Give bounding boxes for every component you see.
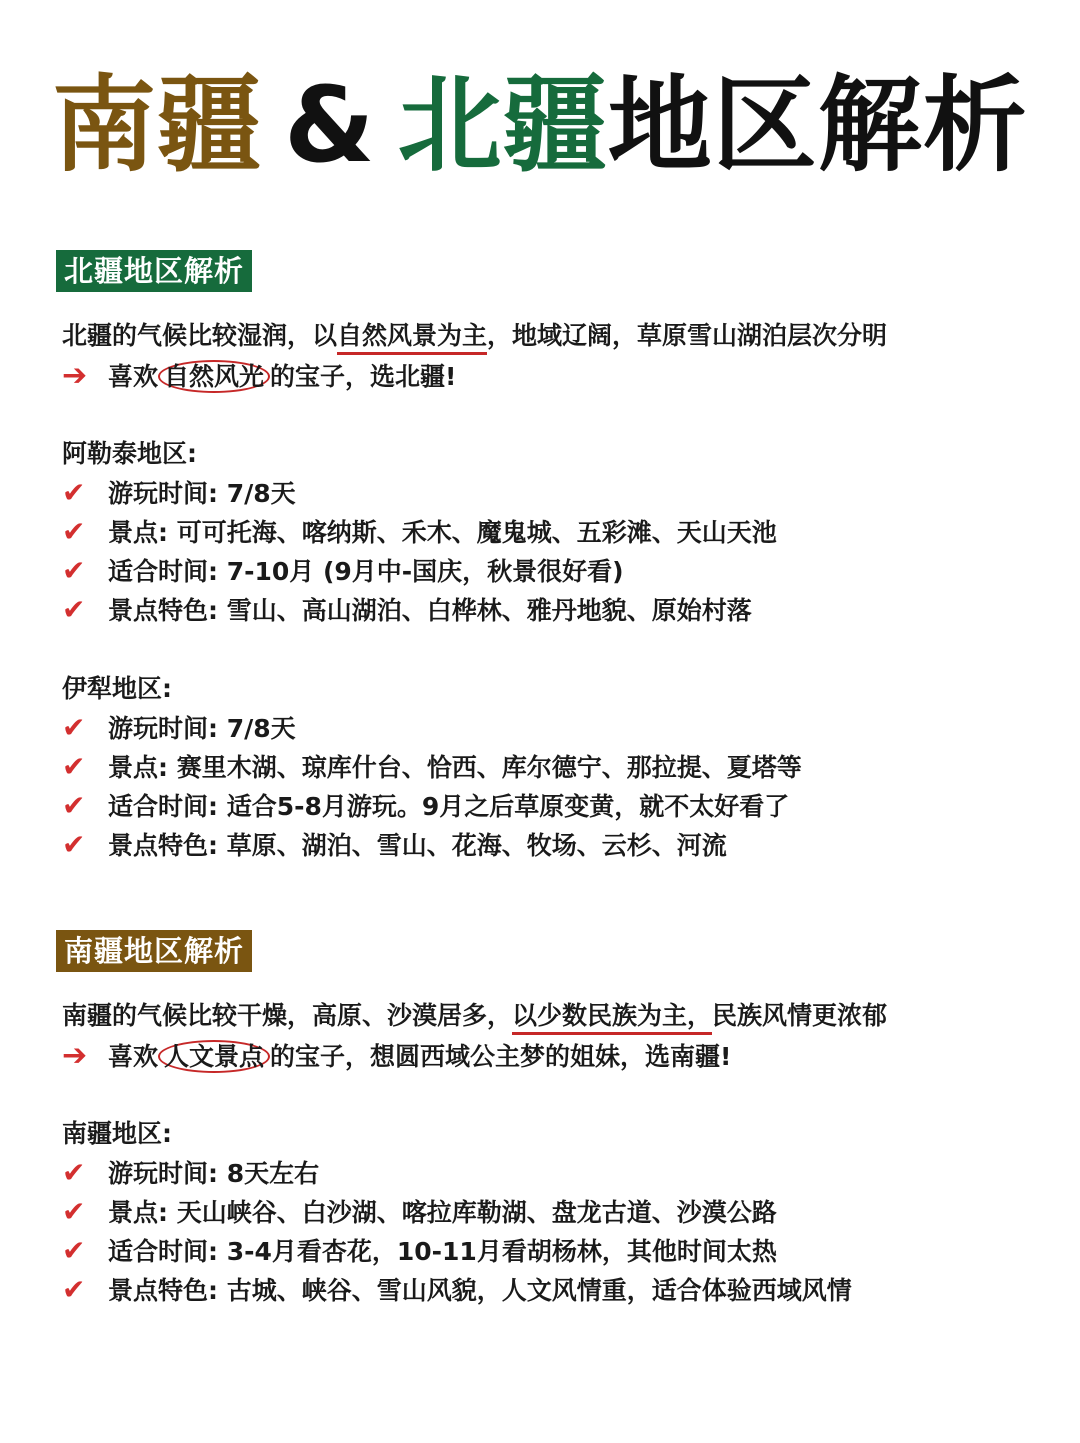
title-ampersand: & bbox=[284, 64, 376, 186]
arrow-icon: ➔ bbox=[62, 1038, 88, 1073]
title-south: 南疆 bbox=[52, 64, 263, 186]
south-advice: ➔ 喜欢 人文景点 的宝子，想圆西域公主梦的姐妹，选南疆! bbox=[62, 1038, 732, 1073]
north-intro: 北疆的气候比较湿润，以自然风景为主，地域辽阔，草原雪山湖泊层次分明 bbox=[62, 318, 887, 354]
south-intro: 南疆的气候比较干燥，高原、沙漠居多，以少数民族为主，民族风情更浓郁 bbox=[62, 998, 887, 1034]
check-icon: ✔ bbox=[62, 476, 86, 509]
check-icon: ✔ bbox=[62, 515, 86, 548]
south-advice-circled: 人文景点 bbox=[158, 1040, 270, 1073]
region-heading-ili: 伊犁地区: bbox=[62, 674, 172, 703]
check-icon: ✔ bbox=[62, 828, 86, 861]
check-icon: ✔ bbox=[62, 711, 86, 744]
region-heading-south: 南疆地区: bbox=[62, 1119, 172, 1148]
check-icon: ✔ bbox=[62, 1234, 86, 1267]
list-item: ✔ 适合时间: 适合5-8月游玩。9月之后草原变黄，就不太好看了 bbox=[62, 789, 790, 822]
north-advice: ➔ 喜欢 自然风光 的宝子，选北疆! bbox=[62, 358, 457, 393]
list-item: ✔ 景点特色: 古城、峡谷、雪山风貌，人文风情重，适合体验西域风情 bbox=[62, 1273, 852, 1306]
north-intro-highlight: 自然风景为主 bbox=[337, 321, 487, 355]
list-item: ✔ 景点: 赛里木湖、琼库什台、恰西、库尔德宁、那拉提、夏塔等 bbox=[62, 750, 802, 783]
check-icon: ✔ bbox=[62, 750, 86, 783]
south-section-badge: 南疆地区解析 bbox=[56, 930, 252, 972]
check-icon: ✔ bbox=[62, 1273, 86, 1306]
list-item: ✔ 景点: 天山峡谷、白沙湖、喀拉库勒湖、盘龙古道、沙漠公路 bbox=[62, 1195, 777, 1228]
check-icon: ✔ bbox=[62, 789, 86, 822]
check-icon: ✔ bbox=[62, 593, 86, 626]
title-north: 北疆 bbox=[397, 64, 608, 186]
title-rest: 地区解析 bbox=[607, 64, 1028, 186]
arrow-icon: ➔ bbox=[62, 358, 88, 393]
check-icon: ✔ bbox=[62, 1195, 86, 1228]
list-item: ✔ 游玩时间: 8天左右 bbox=[62, 1156, 320, 1189]
list-item: ✔ 景点特色: 雪山、高山湖泊、白桦林、雅丹地貌、原始村落 bbox=[62, 593, 752, 626]
page-title bbox=[52, 60, 1052, 190]
check-icon: ✔ bbox=[62, 1156, 86, 1189]
check-icon: ✔ bbox=[62, 554, 86, 587]
list-item: ✔ 游玩时间: 7/8天 bbox=[62, 476, 296, 509]
list-item: ✔ 游玩时间: 7/8天 bbox=[62, 711, 296, 744]
list-item: ✔ 适合时间: 7-10月 (9月中-国庆，秋景很好看) bbox=[62, 554, 624, 587]
list-item: ✔ 适合时间: 3-4月看杏花，10-11月看胡杨林，其他时间太热 bbox=[62, 1234, 777, 1267]
north-section-badge: 北疆地区解析 bbox=[56, 250, 252, 292]
list-item: ✔ 景点: 可可托海、喀纳斯、禾木、魔鬼城、五彩滩、天山天池 bbox=[62, 515, 777, 548]
list-item: ✔ 景点特色: 草原、湖泊、雪山、花海、牧场、云杉、河流 bbox=[62, 828, 727, 861]
north-advice-circled: 自然风光 bbox=[158, 360, 270, 393]
region-heading-altay: 阿勒泰地区: bbox=[62, 439, 197, 468]
south-intro-highlight: 以少数民族为主， bbox=[512, 1001, 712, 1035]
